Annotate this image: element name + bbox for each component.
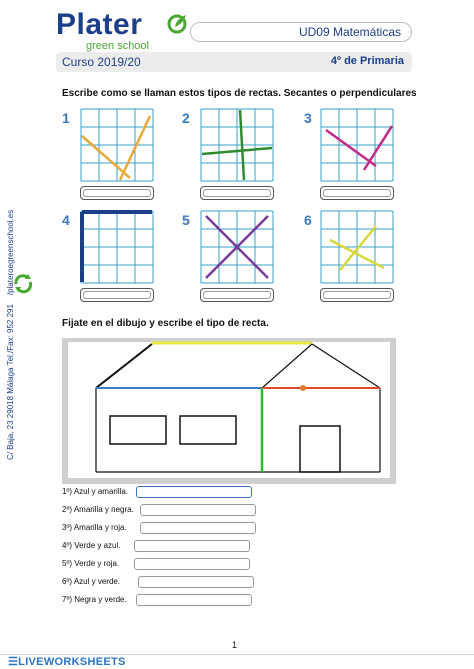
recycle-icon — [12, 272, 34, 294]
line-grid-4 — [80, 210, 154, 284]
question-row-6 — [62, 576, 262, 590]
question-answer-input-1[interactable] — [136, 486, 252, 498]
platero-logo — [56, 8, 186, 52]
line-grid-1 — [80, 108, 154, 182]
house-drawing — [62, 338, 396, 484]
question-answer-input-7[interactable] — [136, 594, 252, 606]
item-number-3: 3 — [304, 110, 312, 126]
question-answer-input-6[interactable] — [138, 576, 254, 588]
answer-input-1[interactable] — [80, 186, 154, 200]
answer-input-4[interactable] — [80, 288, 154, 302]
question-label-4: 4º) Verde y azul. — [62, 541, 121, 550]
course-bar — [56, 52, 412, 72]
question-label-6: 6º) Azul y verde. — [62, 577, 121, 586]
question-answer-input-5[interactable] — [134, 558, 250, 570]
item-number-2: 2 — [182, 110, 190, 126]
question-row-1 — [62, 486, 262, 500]
question-label-5: 5º) Verde y roja. — [62, 559, 120, 568]
answer-input-6[interactable] — [320, 288, 394, 302]
question-label-1: 1º) Azul y amarilla. — [62, 487, 129, 496]
question-answer-input-2[interactable] — [140, 504, 256, 516]
answer-input-5[interactable] — [200, 288, 274, 302]
leaf-icon — [166, 12, 188, 34]
question-row-2 — [62, 504, 262, 518]
unit-label-box — [190, 22, 412, 42]
school-address: C/ Baja, 23 29018 Málaga Tel./Fax: 952 291 /plateroegreenschool.es — [6, 209, 15, 460]
logo-text: Plater — [56, 8, 143, 41]
exercise2-title: Fijate en el dibujo y escribe el tipo de recta. — [62, 318, 269, 329]
item-number-5: 5 — [182, 212, 190, 228]
question-label-7: 7º) Negra y verde. — [62, 595, 127, 604]
page-number: 1 — [232, 640, 238, 650]
logo-subtitle: green school — [86, 40, 149, 52]
question-answer-input-4[interactable] — [134, 540, 250, 552]
answer-input-3[interactable] — [320, 186, 394, 200]
question-row-7 — [62, 594, 262, 608]
answer-input-2[interactable] — [200, 186, 274, 200]
course-year: Curso 2019/20 — [62, 55, 141, 69]
exercise1-title: Escribe como se llaman estos tipos de rectas. Secantes o perpendiculares — [62, 88, 417, 99]
question-row-5 — [62, 558, 262, 572]
line-grid-3 — [320, 108, 394, 182]
item-number-1: 1 — [62, 110, 70, 126]
line-grid-6 — [320, 210, 394, 284]
course-grade: 4º de Primaria — [330, 55, 404, 67]
line-grid-2 — [200, 108, 274, 182]
liveworksheets-logo: ☰LIVEWORKSHEETS — [8, 656, 126, 668]
question-row-4 — [62, 540, 262, 554]
item-number-4: 4 — [62, 212, 70, 228]
question-label-3: 3º) Amarilla y roja. — [62, 523, 127, 532]
unit-label: UD09 Matemáticas — [298, 25, 401, 39]
question-label-2: 2º) Amarilla y negra. — [62, 505, 134, 514]
question-row-3 — [62, 522, 262, 536]
item-number-6: 6 — [304, 212, 312, 228]
question-answer-input-3[interactable] — [140, 522, 256, 534]
brand-icon: ☰ — [8, 656, 19, 668]
line-grid-5 — [200, 210, 274, 284]
